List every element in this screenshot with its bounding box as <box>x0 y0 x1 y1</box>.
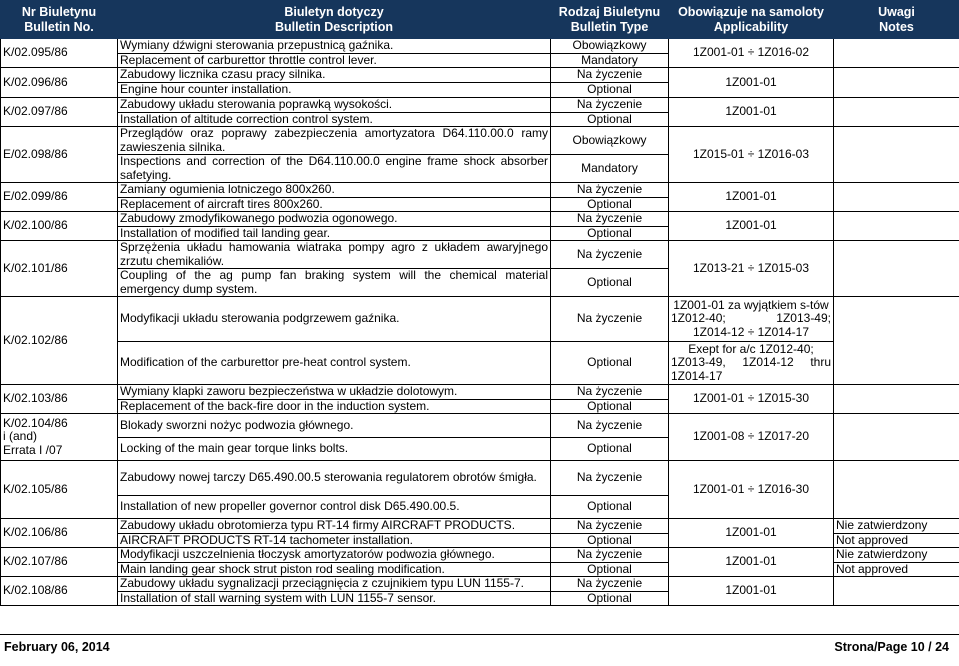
bulletin-no: K/02.096/86 <box>1 68 118 98</box>
description-en: Coupling of the ag pump fan braking system will the chemical material emergency dump system. <box>118 269 551 297</box>
bulletin-no: K/02.108/86 <box>1 577 118 606</box>
description-pl: Zabudowy układu sterowania poprawką wysokości. <box>118 98 551 113</box>
notes <box>834 241 959 297</box>
description-pl: Wymiany dźwigni sterowania przepustnicą gaźnika. <box>118 39 551 54</box>
type-en: Optional <box>551 83 669 98</box>
description-en: Inspections and correction of the D64.110.00.0 engine frame shock absorber safetying. <box>118 155 551 183</box>
bulletin-no: K/02.101/86 <box>1 241 118 297</box>
notes <box>834 414 959 461</box>
type-en: Optional <box>551 112 669 127</box>
footer-divider <box>0 634 959 635</box>
table-row <box>1 577 959 592</box>
type-pl: Obowiązkowy <box>551 127 669 155</box>
type-en: Optional <box>551 226 669 241</box>
applicability: 1Z001-01 ÷ 1Z016-30 <box>669 461 834 519</box>
type-en: Optional <box>551 438 669 461</box>
applicability: 1Z001-01 ÷ 1Z015-30 <box>669 385 834 414</box>
type-en: Optional <box>551 496 669 519</box>
bulletin-no: E/02.098/86 <box>1 127 118 183</box>
description-pl: Blokady sworzni nożyc podwozia głównego. <box>118 414 551 438</box>
notes-pl: Nie zatwierdzony <box>834 519 959 534</box>
description-en: Engine hour counter installation. <box>118 83 551 98</box>
type-pl: Na życzenie <box>551 414 669 438</box>
notes <box>834 577 959 606</box>
description-pl: Zabudowy nowej tarczy D65.490.00.5 sterowania regulatorem obrotów śmigła. <box>118 461 551 496</box>
applicability: 1Z001-01 <box>669 68 834 98</box>
description-pl: Modyfikacji układu sterowania podgrzewem gaźnika. <box>118 297 551 342</box>
applicability: 1Z001-01 <box>669 183 834 212</box>
applicability: 1Z015-01 ÷ 1Z016-03 <box>669 127 834 183</box>
description-pl: Zamiany ogumienia lotniczego 800x260. <box>118 183 551 198</box>
applicability: 1Z001-08 ÷ 1Z017-20 <box>669 414 834 461</box>
header-bulletin-type: Rodzaj Biuletynu Bulletin Type <box>551 1 669 39</box>
table-row <box>1 519 959 534</box>
description-en: Installation of modified tail landing gear. <box>118 226 551 241</box>
description-pl: Zabudowy zmodyfikowanego podwozia ogonowego. <box>118 212 551 227</box>
footer-page-number: Strona/Page 10 / 24 <box>834 640 949 654</box>
table-row <box>1 342 959 385</box>
bulletin-no: E/02.099/86 <box>1 183 118 212</box>
type-pl: Na życzenie <box>551 519 669 534</box>
type-pl: Na życzenie <box>551 183 669 198</box>
type-pl: Na życzenie <box>551 241 669 269</box>
bulletin-no: K/02.105/86 <box>1 461 118 519</box>
header-bulletin-description: Biuletyn dotyczy Bulletin Description <box>118 1 551 39</box>
table-row <box>1 414 959 438</box>
header-applicability: Obowiązuje na samoloty Applicability <box>669 1 834 39</box>
description-en: Main landing gear shock strut piston rod sealing modification. <box>118 562 551 577</box>
description-en: Installation of altitude correction control system. <box>118 112 551 127</box>
header-notes: Uwagi Notes <box>834 1 959 39</box>
description-en: Modification of the carburettor pre-heat control system. <box>118 342 551 385</box>
applicability-line: 1Z014-12 ÷ 1Z014-17 <box>693 324 809 339</box>
bulletin-no: K/02.107/86 <box>1 548 118 577</box>
type-pl: Na życzenie <box>551 461 669 496</box>
notes-en: Not approved <box>834 533 959 548</box>
applicability-line: 1Z013-49, 1Z014-12 thru <box>671 355 831 370</box>
applicability: 1Z001-01 <box>669 548 834 577</box>
type-pl: Obowiązkowy <box>551 39 669 54</box>
table-row <box>1 548 959 563</box>
table-row <box>1 212 959 227</box>
description-pl: Zabudowy licznika czasu pracy silnika. <box>118 68 551 83</box>
type-en: Mandatory <box>551 53 669 68</box>
type-en: Mandatory <box>551 155 669 183</box>
bulletin-no: K/02.103/86 <box>1 385 118 414</box>
type-pl: Na życzenie <box>551 577 669 592</box>
notes <box>834 297 959 385</box>
description-pl: Zabudowy układu sygnalizacji przeciągnięcia z czujnikiem typu LUN 1155-7. <box>118 577 551 592</box>
table-row <box>1 98 959 113</box>
bulletin-no: K/02.102/86 <box>1 297 118 385</box>
applicability-line: 1Z012-40; 1Z013-49; <box>671 311 831 326</box>
description-en: Installation of stall warning system with LUN 1155-7 sensor. <box>118 591 551 606</box>
footer-date: February 06, 2014 <box>4 640 110 654</box>
notes <box>834 212 959 241</box>
type-en: Optional <box>551 591 669 606</box>
description-en: Replacement of aircraft tires 800x260. <box>118 197 551 212</box>
type-pl: Na życzenie <box>551 385 669 400</box>
notes <box>834 461 959 519</box>
notes <box>834 98 959 127</box>
table-row <box>1 297 959 342</box>
applicability: 1Z001-01 <box>669 577 834 606</box>
table-row <box>1 127 959 155</box>
header-bulletin-no: Nr Biuletynu Bulletin No. <box>1 1 118 39</box>
applicability-line: 1Z001-01 za wyjątkiem s-tów <box>673 297 829 312</box>
table-row <box>1 183 959 198</box>
notes <box>834 39 959 68</box>
notes <box>834 385 959 414</box>
type-en: Optional <box>551 399 669 414</box>
notes-pl: Nie zatwierdzony <box>834 548 959 563</box>
type-pl: Na życzenie <box>551 548 669 563</box>
notes <box>834 127 959 183</box>
bulletin-no: K/02.095/86 <box>1 39 118 68</box>
description-pl: Sprzężenia układu hamowania wiatraka pompy agro z układem awaryjnego zrzutu chemikaliów. <box>118 241 551 269</box>
description-pl: Zabudowy układu obrotomierza typu RT-14 firmy AIRCRAFT PRODUCTS. <box>118 519 551 534</box>
bulletin-no: K/02.100/86 <box>1 212 118 241</box>
applicability-line: 1Z014-17 <box>671 368 723 383</box>
table-row <box>1 241 959 269</box>
description-en: Installation of new propeller governor control disk D65.490.00.5. <box>118 496 551 519</box>
applicability-pl <box>669 297 834 342</box>
bulletin-no: K/02.097/86 <box>1 98 118 127</box>
description-pl: Wymiany klapki zaworu bezpieczeństwa w układzie dolotowym. <box>118 385 551 400</box>
notes-en: Not approved <box>834 562 959 577</box>
notes <box>834 183 959 212</box>
description-en: Locking of the main gear torque links bolts. <box>118 438 551 461</box>
table-row <box>1 68 959 83</box>
table-row <box>1 461 959 496</box>
type-pl: Na życzenie <box>551 297 669 342</box>
type-pl: Na życzenie <box>551 98 669 113</box>
applicability: 1Z001-01 <box>669 98 834 127</box>
table-row <box>1 385 959 400</box>
applicability: 1Z001-01 <box>669 519 834 548</box>
type-en: Optional <box>551 197 669 212</box>
type-en: Optional <box>551 269 669 297</box>
bulletin-no: K/02.106/86 <box>1 519 118 548</box>
bulletin-no: K/02.104/86 i (and) Errata I /07 <box>1 414 118 461</box>
description-pl: Przeglądów oraz poprawy zabezpieczenia amortyzatora D64.110.00.0 ramy zawieszenia silnika. <box>118 127 551 155</box>
table-row <box>1 39 959 54</box>
description-en: AIRCRAFT PRODUCTS RT-14 tachometer installation. <box>118 533 551 548</box>
type-en: Optional <box>551 562 669 577</box>
type-en: Optional <box>551 342 669 385</box>
applicability: 1Z001-01 ÷ 1Z016-02 <box>669 39 834 68</box>
applicability: 1Z013-21 ÷ 1Z015-03 <box>669 241 834 297</box>
description-en: Replacement of carburettor throttle control lever. <box>118 53 551 68</box>
description-en: Replacement of the back-fire door in the induction system. <box>118 399 551 414</box>
type-pl: Na życzenie <box>551 68 669 83</box>
description-pl: Modyfikacji uszczelnienia tłoczysk amortyzatorów podwozia głównego. <box>118 548 551 563</box>
applicability-en <box>669 342 834 385</box>
type-en: Optional <box>551 533 669 548</box>
type-pl: Na życzenie <box>551 212 669 227</box>
notes <box>834 68 959 98</box>
applicability: 1Z001-01 <box>669 212 834 241</box>
applicability-line: Exept for a/c 1Z012-40; <box>688 341 814 356</box>
table-header-row <box>1 1 959 39</box>
